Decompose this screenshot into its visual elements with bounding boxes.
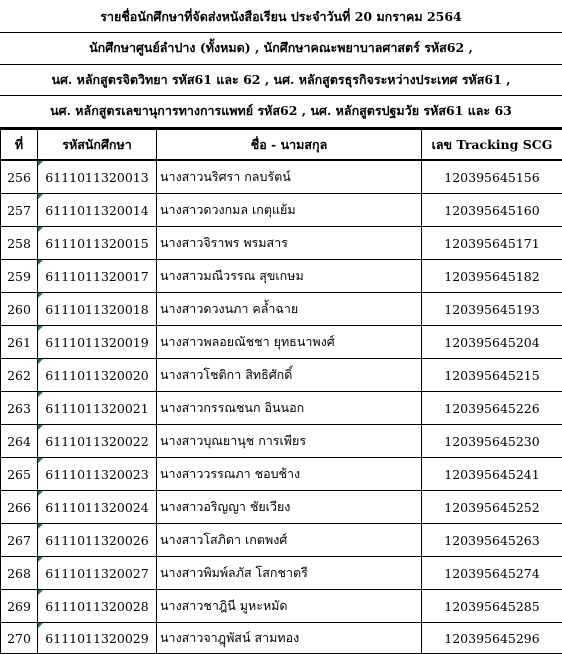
table-row (1, 326, 562, 359)
row-student-id: 6111011320014 (38, 194, 157, 227)
column-header-tracking: เลข Tracking SCG (422, 130, 562, 161)
row-student-id: 6111011320028 (38, 590, 157, 623)
table-row (1, 260, 562, 293)
row-number: 260 (1, 293, 38, 326)
row-tracking-number: 120395645204 (422, 326, 562, 359)
row-student-id: 6111011320017 (38, 260, 157, 293)
row-student-id: 6111011320024 (38, 491, 157, 524)
header-line-3: นศ. หลักสูตรจิตวิทยา รหัส61 และ 62 , นศ. หลักสูตรธุรกิจระหว่างประเทศ รหัส61 , (0, 65, 562, 96)
row-student-id: 6111011320019 (38, 326, 157, 359)
row-student-id: 6111011320021 (38, 392, 157, 425)
table-row (1, 392, 562, 425)
row-student-id: 6111011320026 (38, 524, 157, 557)
table-row (1, 491, 562, 524)
row-student-name: นางสาวกรรณชนก อินนอก (157, 392, 422, 425)
row-student-name: นางสาวพิมพ์ลภัส โสกชาตรี (157, 557, 422, 590)
table-row (1, 227, 562, 260)
row-tracking-number: 120395645296 (422, 623, 562, 654)
row-number: 257 (1, 194, 38, 227)
row-student-name: นางสาวบุณยานุช การเพียร (157, 425, 422, 458)
header-line-4: นศ. หลักสูตรเลขานุการทางการแพทย์ รหัส62 , นศ. หลักสูตรปฐมวัย รหัส61 และ 63 (0, 96, 562, 129)
table-row (1, 557, 562, 590)
row-student-id: 6111011320029 (38, 623, 157, 654)
header-line-2: นักศึกษาศูนย์ลำปาง (ทั้งหมด) , นักศึกษาคณะพยาบาลศาสตร์ รหัส62 , (0, 33, 562, 65)
row-number: 264 (1, 425, 38, 458)
row-student-name: นางสาวดวงนภา คล้ำฉาย (157, 293, 422, 326)
row-number: 266 (1, 491, 38, 524)
table-row (1, 359, 562, 392)
table-row (1, 160, 562, 194)
row-student-name: นางสาวพลอยณัชชา ยุทธนาพงศ์ (157, 326, 422, 359)
row-tracking-number: 120395645193 (422, 293, 562, 326)
table-row (1, 194, 562, 227)
row-tracking-number: 120395645263 (422, 524, 562, 557)
row-student-id: 6111011320027 (38, 557, 157, 590)
row-student-name: นางสาวมณีวรรณ สุขเกษม (157, 260, 422, 293)
row-tracking-number: 120395645285 (422, 590, 562, 623)
table-row (1, 590, 562, 623)
row-student-id: 6111011320015 (38, 227, 157, 260)
row-student-name: นางสาวนริศรา กลบรัตน์ (157, 160, 422, 194)
row-tracking-number: 120395645182 (422, 260, 562, 293)
row-tracking-number: 120395645241 (422, 458, 562, 491)
row-tracking-number: 120395645252 (422, 491, 562, 524)
row-student-id: 6111011320013 (38, 160, 157, 194)
table-row (1, 524, 562, 557)
row-student-name: นางสาวโสภิดา เกตพงศ์ (157, 524, 422, 557)
row-tracking-number: 120395645160 (422, 194, 562, 227)
row-number: 270 (1, 623, 38, 654)
row-tracking-number: 120395645156 (422, 160, 562, 194)
row-number: 256 (1, 160, 38, 194)
row-tracking-number: 120395645171 (422, 227, 562, 260)
student-tracking-table (0, 129, 562, 654)
row-number: 268 (1, 557, 38, 590)
table-row (1, 425, 562, 458)
table-row (1, 458, 562, 491)
row-tracking-number: 120395645230 (422, 425, 562, 458)
column-header-no: ที่ (1, 130, 38, 161)
row-student-name: นางสาวอริญญา ชัยเวียง (157, 491, 422, 524)
row-student-name: นางสาวชาฎินี มูหะหมัด (157, 590, 422, 623)
document-title: รายชื่อนักศึกษาที่จัดส่งหนังสือเรียน ประจำวันที่ 20 มกราคม 2564 (0, 0, 562, 33)
row-student-id: 6111011320023 (38, 458, 157, 491)
row-student-id: 6111011320020 (38, 359, 157, 392)
table-row (1, 293, 562, 326)
row-number: 263 (1, 392, 38, 425)
table-row (1, 623, 562, 654)
row-number: 258 (1, 227, 38, 260)
row-student-name: นางสาวจาฎุพัสน์ สามทอง (157, 623, 422, 654)
row-tracking-number: 120395645274 (422, 557, 562, 590)
row-student-name: นางสาวดวงกมล เกตุแย้ม (157, 194, 422, 227)
row-student-name: นางสาววรรณภา ชอบช้าง (157, 458, 422, 491)
column-header-student-id: รหัสนักศึกษา (38, 130, 157, 161)
row-student-name: นางสาวจิราพร พรมสาร (157, 227, 422, 260)
table-header-row (1, 130, 562, 161)
column-header-name: ชื่อ - นามสกุล (157, 130, 422, 161)
row-number: 269 (1, 590, 38, 623)
row-number: 267 (1, 524, 38, 557)
row-student-id: 6111011320022 (38, 425, 157, 458)
row-tracking-number: 120395645226 (422, 392, 562, 425)
row-number: 262 (1, 359, 38, 392)
row-tracking-number: 120395645215 (422, 359, 562, 392)
row-student-id: 6111011320018 (38, 293, 157, 326)
row-number: 265 (1, 458, 38, 491)
row-student-name: นางสาวโชติกา สิทธิศักดิ์ (157, 359, 422, 392)
row-number: 259 (1, 260, 38, 293)
row-number: 261 (1, 326, 38, 359)
